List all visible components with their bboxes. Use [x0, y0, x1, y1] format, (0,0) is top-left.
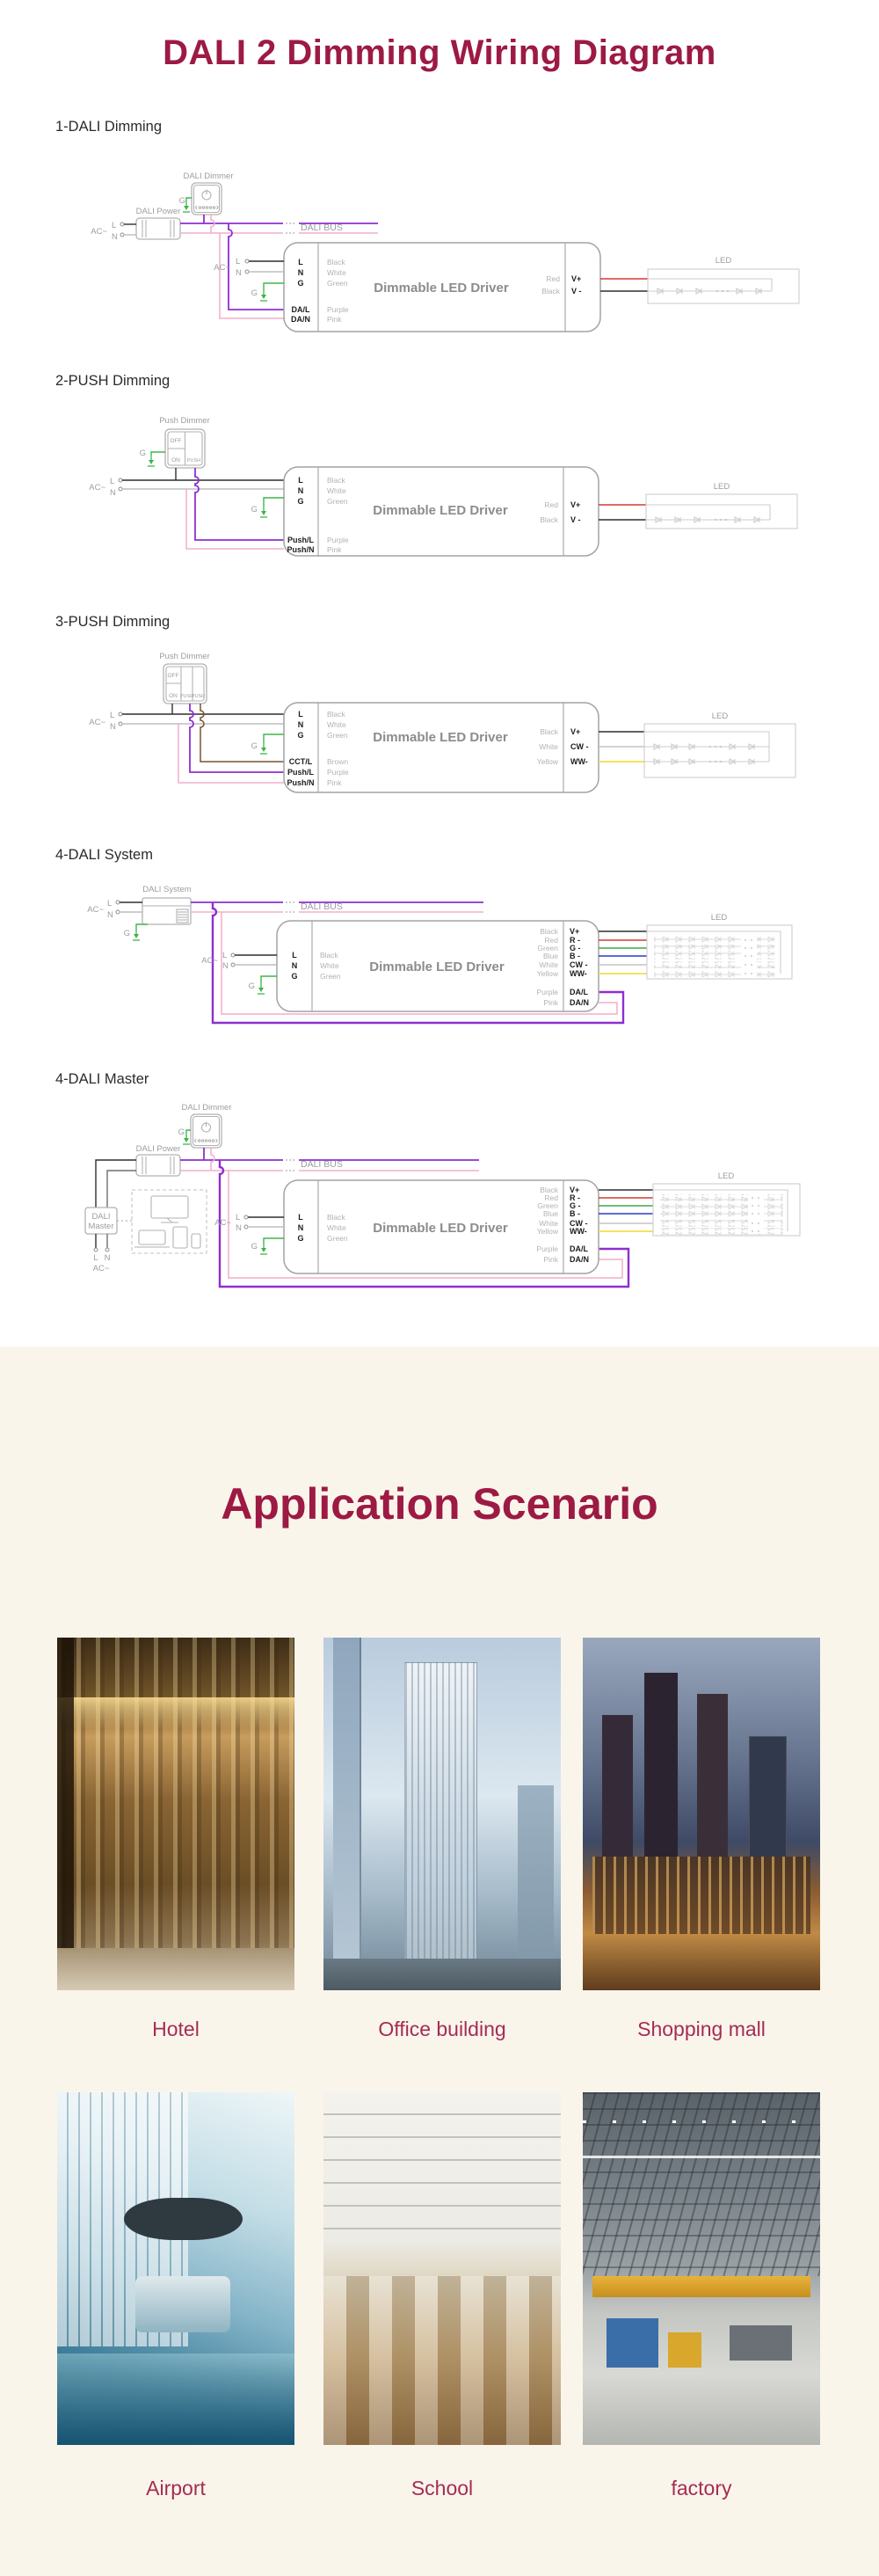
- control-devices-group: [132, 1190, 207, 1253]
- dali-dimmer-device: [179, 171, 234, 215]
- ac-label: AC~: [87, 905, 104, 915]
- l-label: L: [236, 1213, 241, 1222]
- diagram-2-push-dimming: [0, 396, 879, 589]
- hotel-photo-detail: [57, 1697, 294, 1729]
- driver-name: Dimmable LED Driver: [373, 730, 508, 745]
- terminal-vplus: V+: [570, 500, 581, 509]
- switch-off-label: OFF: [167, 673, 179, 679]
- wire-name-purple: Purple: [327, 768, 349, 777]
- diagram-3-heading: 3-PUSH Dimming: [55, 614, 171, 630]
- terminal-dal: DA/L: [291, 305, 310, 314]
- dali-power-device: [136, 207, 181, 239]
- ground-icon: [260, 743, 267, 754]
- wire-name-green: Green: [320, 972, 341, 981]
- wire-name-out: Green: [537, 944, 558, 952]
- terminal-ww: WW-: [570, 757, 588, 766]
- wire-name-green: Green: [327, 731, 348, 740]
- l-label: L: [107, 899, 113, 909]
- terminal-out: WW-: [570, 969, 587, 978]
- ac-label: AC~: [89, 718, 105, 727]
- led-driver: [284, 243, 600, 332]
- driver-name: Dimmable LED Driver: [373, 1221, 508, 1236]
- driver-name: Dimmable LED Driver: [374, 281, 509, 296]
- wire-name-black: Black: [320, 951, 338, 960]
- ground-label: G: [248, 982, 255, 991]
- terminal-vplus: V+: [570, 727, 581, 736]
- page-title: DALI 2 Dimming Wiring Diagram: [163, 33, 716, 72]
- dali-system-label: DALI System: [142, 885, 192, 894]
- n-label: N: [236, 268, 242, 278]
- dimmer-dn-wire: [211, 1148, 214, 1171]
- terminal-out: V+: [570, 927, 580, 936]
- driver-ground: [251, 734, 284, 754]
- wire-name-out: Blue: [542, 952, 558, 960]
- ac-label: AC~: [89, 483, 105, 493]
- wire-name-black: Black: [327, 258, 345, 266]
- wire-name-purple: Purple: [327, 305, 349, 314]
- office-photo-detail: [404, 1662, 477, 1967]
- ac-label: AC~: [201, 956, 218, 966]
- wire-name-pink: Pink: [327, 778, 342, 787]
- ac-label: AC~: [92, 1264, 110, 1273]
- diagram-3-push-dimming: [0, 642, 879, 844]
- switch-push2-label: PUSH: [191, 694, 206, 699]
- led-strip: [653, 1171, 800, 1236]
- terminal-out: V+: [570, 1186, 580, 1194]
- wire-name-out: Blue: [542, 1209, 558, 1218]
- ground-label: G: [251, 505, 258, 514]
- terminal-n: N: [297, 1223, 304, 1232]
- office-photo-detail: [323, 1959, 561, 1990]
- terminal-vplus: V+: [571, 274, 582, 283]
- dali-bus: [180, 223, 378, 234]
- terminal-out: WW-: [570, 1227, 587, 1236]
- driver-ac-input: [214, 1213, 284, 1254]
- terminal-pushn: Push/N: [287, 545, 315, 554]
- dali-master-device: [85, 1208, 132, 1273]
- airport-photo-detail: [124, 2198, 243, 2240]
- hotel-photo: [57, 1638, 294, 1990]
- wire-name-black-out: Black: [540, 727, 558, 736]
- terminal-g: G: [297, 1234, 304, 1243]
- n-label: N: [104, 1253, 111, 1263]
- wire-name-pink: Pink: [327, 315, 342, 324]
- hotel-photo-detail: [57, 1948, 294, 1990]
- diagram-2-heading: 2-PUSH Dimming: [55, 373, 171, 389]
- diagram-1-heading: 1-DALI Dimming: [55, 119, 163, 135]
- led-driver: [277, 921, 599, 1011]
- wire-name-out: Pink: [543, 1255, 558, 1264]
- school-photo-detail: [323, 2092, 561, 2233]
- shopping-mall-caption: Shopping mall: [637, 2018, 766, 2040]
- ac-label: AC~: [91, 227, 107, 237]
- dali-bus: [180, 1159, 479, 1171]
- wire-name-green: Green: [327, 279, 348, 288]
- hotel-photo-detail: [57, 1638, 74, 1990]
- ground-wire: [136, 924, 148, 930]
- terminal-l: L: [298, 476, 303, 485]
- terminal-out: DA/N: [570, 998, 589, 1007]
- ground-wire: [264, 498, 284, 507]
- ground-label: G: [251, 1242, 258, 1252]
- ac-input: [91, 221, 136, 242]
- terminal-out: DA/L: [570, 988, 588, 996]
- factory-photo-detail: [607, 2318, 658, 2368]
- terminal-out: DA/L: [570, 1244, 588, 1253]
- terminal-n: N: [297, 268, 304, 277]
- terminal-out: B -: [570, 952, 580, 960]
- dali-dimmer-label: DALI Dimmer: [181, 1103, 232, 1113]
- ground-wire: [264, 1238, 284, 1244]
- n-label: N: [222, 961, 229, 971]
- push-dimmer-device: [140, 416, 210, 468]
- terminal-g: G: [291, 972, 298, 981]
- push-n-wire: [178, 724, 284, 783]
- driver-name: Dimmable LED Driver: [369, 960, 505, 974]
- application-scenario-title: Application Scenario: [221, 1479, 658, 1529]
- ground-icon: [260, 1244, 267, 1254]
- terminal-out: B -: [570, 1209, 580, 1218]
- terminal-g: G: [297, 731, 304, 740]
- wire-name-out: Yellow: [536, 969, 558, 978]
- dali-power-device: [136, 1144, 181, 1176]
- master-label-line2: Master: [88, 1222, 114, 1231]
- da-n-wire: [220, 233, 284, 318]
- diagram-5-dali-master: [0, 1099, 879, 1302]
- wire-name-out: White: [539, 960, 558, 969]
- switch-push1-label: PUSH: [179, 694, 194, 699]
- l-label: L: [93, 1253, 98, 1263]
- bus-label: DALI BUS: [301, 223, 343, 233]
- office-building-caption: Office building: [378, 2018, 506, 2040]
- led-driver: [284, 467, 599, 556]
- ground-label: G: [123, 929, 130, 938]
- l-label: L: [110, 711, 115, 720]
- dali-power-label: DALI Power: [135, 1144, 181, 1154]
- dali-bus: [191, 901, 483, 913]
- airport-photo-detail: [135, 2276, 230, 2332]
- led-strip: [647, 913, 792, 979]
- wire-name-green: Green: [327, 1234, 348, 1243]
- wire-name-red: Red: [546, 274, 560, 283]
- terminal-out: G -: [570, 1201, 581, 1210]
- wire-name-purple: Purple: [327, 536, 349, 544]
- dali-power-label: DALI Power: [135, 207, 181, 216]
- factory-photo-detail: [668, 2332, 701, 2368]
- ground-wire: [151, 452, 165, 456]
- ac-input: [89, 711, 122, 732]
- ground-icon: [260, 507, 267, 517]
- driver-name: Dimmable LED Driver: [373, 503, 508, 518]
- master-live-wire: [96, 1160, 136, 1208]
- ac-label: AC~: [214, 1218, 231, 1228]
- ground-icon: [258, 983, 265, 994]
- dali-dimmer-device: [178, 1103, 232, 1148]
- terminal-out: DA/N: [570, 1255, 589, 1264]
- wire-name-white: White: [327, 720, 346, 729]
- ground-icon: [133, 930, 140, 940]
- wire-name-out: Red: [544, 936, 558, 945]
- cct-wire: [200, 704, 284, 762]
- wire-name-out: Red: [544, 1193, 558, 1202]
- n-label: N: [107, 910, 113, 920]
- switch-on-label: ON: [171, 457, 180, 463]
- ground-wire: [264, 283, 284, 290]
- airport-caption: Airport: [146, 2477, 206, 2499]
- ground-label: G: [178, 196, 185, 206]
- wire-name-out: Pink: [543, 998, 558, 1007]
- wire-name-green: Green: [327, 497, 348, 506]
- factory-photo: [583, 2092, 820, 2445]
- factory-photo-detail: [730, 2325, 791, 2361]
- office-building-photo: [323, 1638, 561, 1990]
- wire-name-white: White: [327, 268, 346, 277]
- terminal-pushl: Push/L: [287, 536, 315, 544]
- led-label: LED: [710, 913, 728, 923]
- terminal-vminus: V -: [570, 515, 581, 524]
- airport-photo: [57, 2092, 294, 2445]
- ac-input: [89, 477, 122, 498]
- wire-name-brown: Brown: [327, 757, 349, 766]
- terminal-dan: DA/N: [291, 315, 310, 324]
- ground-wire: [264, 734, 284, 743]
- l-label: L: [236, 257, 241, 266]
- ground-wire: [261, 976, 277, 983]
- factory-photo-detail: [592, 2276, 810, 2297]
- ground-label: G: [251, 288, 258, 298]
- terminal-l: L: [292, 951, 297, 960]
- led-strip: [644, 712, 795, 777]
- wire-name-yellow-out: Yellow: [536, 757, 558, 766]
- terminal-out: CW -: [570, 960, 588, 969]
- terminal-l: L: [298, 1213, 303, 1222]
- ground-wire: [186, 198, 192, 201]
- terminal-out: CW -: [570, 1219, 588, 1228]
- wire-name-black: Black: [327, 1213, 345, 1222]
- diagram-4-heading: 4-DALI System: [55, 847, 153, 863]
- application-scenario-section: [0, 1346, 879, 2576]
- ac-input: [87, 899, 142, 920]
- wire-name-out: White: [539, 1219, 558, 1228]
- l-label: L: [222, 951, 228, 960]
- led-label: LED: [717, 1171, 735, 1181]
- tablet-icon: [173, 1227, 187, 1248]
- ground-icon: [260, 290, 267, 301]
- diagram-5-heading: 4-DALI Master: [55, 1071, 149, 1087]
- school-photo: [323, 2092, 561, 2445]
- terminal-vminus: V -: [571, 287, 582, 296]
- ground-icon: [148, 456, 155, 466]
- dali-dimmer-label: DALI Dimmer: [183, 171, 234, 181]
- school-photo-detail: [323, 2276, 561, 2445]
- hotel-caption: Hotel: [152, 2018, 200, 2040]
- push-dimmer-device: [159, 652, 210, 704]
- wire-name-out: Yellow: [536, 1227, 558, 1236]
- laptop-icon: [134, 1230, 170, 1247]
- led-driver: [284, 1180, 599, 1273]
- wire-name-white: White: [327, 1223, 346, 1232]
- terminal-l: L: [298, 258, 303, 266]
- school-caption: School: [410, 2477, 474, 2499]
- led-label: LED: [715, 256, 732, 266]
- push-dimmer-label: Push Dimmer: [159, 416, 210, 426]
- wire-name-white-out: White: [539, 742, 558, 751]
- shopping-mall-photo: [583, 1638, 820, 1990]
- wire-name-white: White: [327, 486, 346, 495]
- switch-off-label: OFF: [170, 438, 182, 444]
- l-label: L: [110, 477, 115, 486]
- terminal-cw: CW -: [570, 742, 589, 751]
- diagram-4-dali-system: [0, 879, 879, 1055]
- mall-photo-detail: [644, 1673, 678, 1885]
- n-label: N: [110, 722, 116, 732]
- push-dimmer-label: Push Dimmer: [159, 652, 210, 661]
- factory-caption: factory: [671, 2477, 732, 2499]
- wire-name-out: Black: [540, 1186, 558, 1194]
- terminal-n: N: [291, 961, 298, 970]
- terminal-pushl: Push/L: [287, 768, 315, 777]
- ground-wire: [186, 1130, 191, 1134]
- wire-name-white: White: [320, 961, 339, 970]
- wire-name-out: Purple: [536, 988, 558, 996]
- led-label: LED: [713, 482, 730, 492]
- terminal-out: G -: [570, 944, 581, 952]
- terminal-n: N: [297, 486, 304, 495]
- monitor-icon: [151, 1196, 188, 1222]
- wire-name-black: Black: [327, 476, 345, 485]
- airport-photo-detail: [57, 2353, 294, 2445]
- factory-photo-detail: [583, 2120, 820, 2123]
- led-driver: [284, 703, 599, 792]
- switch-push-label: PUSH: [186, 458, 201, 463]
- terminal-n: N: [297, 720, 304, 729]
- wire-name-out: Green: [537, 1201, 558, 1210]
- ground-label: G: [139, 449, 146, 458]
- ac-label: AC~: [214, 263, 230, 273]
- driver-ground: [251, 498, 284, 517]
- n-label: N: [112, 232, 118, 242]
- bus-label: DALI BUS: [301, 901, 343, 912]
- terminal-g: G: [297, 497, 304, 506]
- led-strip: [648, 256, 799, 303]
- hotel-photo-detail: [57, 1638, 294, 1990]
- phone-icon: [192, 1234, 200, 1248]
- switch-on-label: ON: [169, 693, 178, 699]
- n-label: N: [236, 1223, 242, 1233]
- office-photo-detail: [333, 1638, 361, 1990]
- terminal-pushn: Push/N: [287, 778, 315, 787]
- wire-name-black-out: Black: [540, 515, 558, 524]
- terminal-out: R -: [570, 1193, 580, 1202]
- wire-name-red: Red: [544, 500, 558, 509]
- terminal-out: R -: [570, 936, 580, 945]
- driver-ac-input: [214, 257, 284, 301]
- terminal-l: L: [298, 710, 303, 719]
- diagram-1-dali-dimming: [0, 141, 879, 369]
- wire-name-pink: Pink: [327, 545, 342, 554]
- n-label: N: [110, 488, 116, 498]
- push-l-wire: [195, 468, 284, 540]
- bus-label: DALI BUS: [301, 1159, 343, 1170]
- l-label: L: [112, 221, 117, 230]
- terminal-cctl: CCT/L: [288, 757, 313, 766]
- led-strip: [646, 482, 797, 529]
- mall-photo-detail: [592, 1857, 810, 1934]
- terminal-g: G: [297, 279, 304, 288]
- led-label: LED: [711, 712, 729, 721]
- wire-name-black-out: Black: [541, 287, 560, 296]
- master-neutral-wire: [107, 1171, 136, 1208]
- ground-label: G: [251, 741, 258, 751]
- ground-label: G: [178, 1127, 185, 1137]
- master-label-line1: DALI: [91, 1212, 111, 1222]
- wire-name-out: Purple: [536, 1244, 558, 1253]
- wire-name-black: Black: [327, 710, 345, 719]
- wire-name-out: Black: [540, 927, 558, 936]
